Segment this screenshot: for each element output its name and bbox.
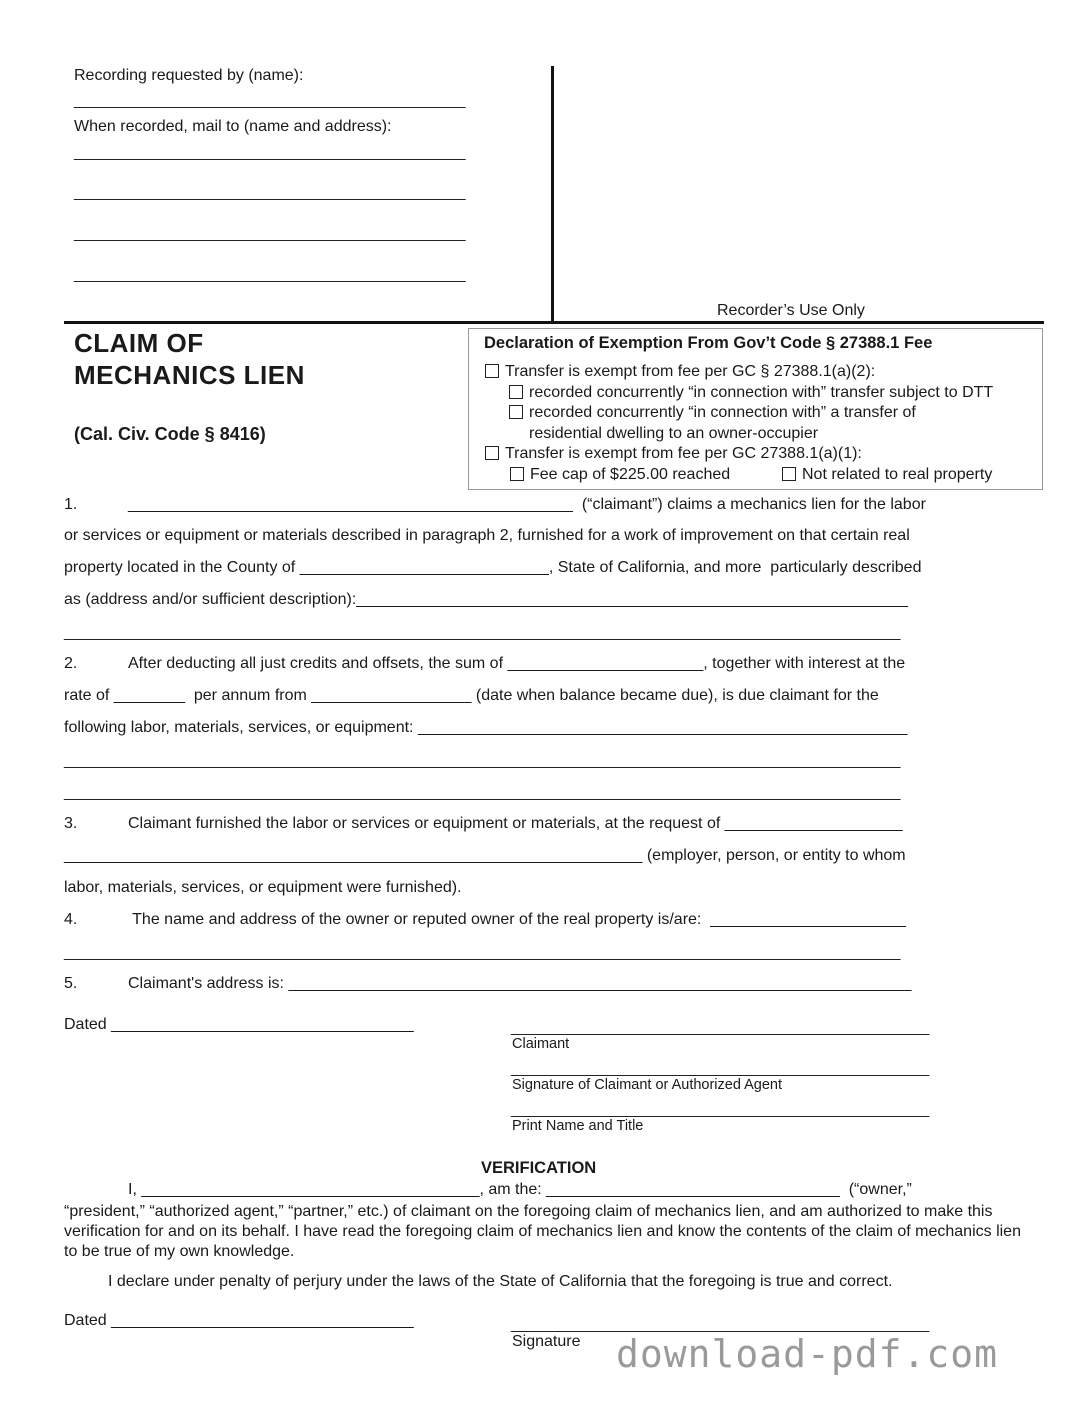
agent-signature-label: Signature of Claimant or Authorized Agent — [512, 1077, 783, 1093]
para2-line1[interactable]: After deducting all just credits and offsets, the sum of ______________________, together with interest at the — [128, 655, 906, 672]
para1-line5[interactable]: ______________________________________________________________________________________________ — [64, 624, 901, 641]
para3-line3: labor, materials, services, or equipment were furnished). — [64, 879, 462, 896]
para2-line2[interactable]: rate of ________ per annum from __________________ (date when balance became due), is due claimant for the — [64, 687, 879, 704]
para1-number: 1. — [64, 496, 78, 513]
print-name-label: Print Name and Title — [512, 1118, 644, 1134]
agent-signature-line[interactable]: _______________________________________________ — [511, 1060, 930, 1077]
verification-heading: VERIFICATION — [481, 1159, 597, 1177]
exemption-option-1-label: Transfer is exempt from fee per GC § 27388.1(a)(2): — [505, 363, 876, 380]
form-code-ref: (Cal. Civ. Code § 8416) — [74, 424, 266, 444]
exemption-option-1a-label: recorded concurrently “in connection with” transfer subject to DTT — [529, 384, 994, 401]
exemption-option-1b-label: recorded concurrently “in connection with” a transfer of — [529, 404, 916, 421]
para1-line1[interactable]: __________________________________________________ (“claimant”) claims a mechanics lien for the labor — [128, 496, 926, 513]
claimant-signature-line[interactable]: _______________________________________________ — [511, 1019, 930, 1036]
exemption-option-1a[interactable] — [509, 384, 993, 402]
exemption-option-2[interactable] — [485, 445, 862, 463]
exemption-option-2a[interactable] — [510, 466, 730, 484]
mail-to-blank-3[interactable]: ____________________________________________ — [74, 225, 466, 242]
dated-field[interactable]: Dated __________________________________ — [64, 1016, 414, 1033]
para2-line3[interactable]: following labor, materials, services, or equipment: _______________________________________________________ — [64, 719, 908, 736]
verification-line1[interactable]: I, ______________________________________, am the: _________________________________ (“owner,” — [128, 1181, 912, 1198]
verification-signature-label: Signature — [512, 1333, 581, 1350]
verification-dated-field[interactable]: Dated __________________________________ — [64, 1312, 414, 1329]
mail-to-blank-1[interactable]: ____________________________________________ — [74, 144, 466, 161]
para2-line5[interactable]: ______________________________________________________________________________________________ — [64, 784, 901, 801]
form-title-line2: MECHANICS LIEN — [74, 360, 305, 390]
mail-to-blank-2[interactable]: ____________________________________________ — [74, 184, 466, 201]
checkbox-icon[interactable] — [509, 385, 523, 399]
recording-requested-label: Recording requested by (name): — [74, 67, 304, 84]
checkbox-icon[interactable] — [485, 364, 499, 378]
para2-line4[interactable]: ______________________________________________________________________________________________ — [64, 752, 901, 769]
exemption-heading: Declaration of Exemption From Gov’t Code § 27388.1 Fee — [484, 334, 933, 352]
para4-line1[interactable]: The name and address of the owner or reputed owner of the real property is/are: ______________________ — [128, 911, 907, 928]
verification-declaration: I declare under penalty of perjury under the laws of the State of California that the foregoing is true and correct. — [108, 1273, 893, 1290]
para5-number: 5. — [64, 975, 78, 992]
checkbox-icon[interactable] — [485, 446, 499, 460]
exemption-option-2b[interactable] — [782, 466, 992, 484]
mail-to-label: When recorded, mail to (name and address): — [74, 118, 392, 135]
recording-requested-blank[interactable]: ____________________________________________ — [74, 92, 466, 109]
watermark: download-pdf.com — [616, 1332, 999, 1376]
para3-number: 3. — [64, 815, 78, 832]
checkbox-icon[interactable] — [509, 405, 523, 419]
para5-line1[interactable]: Claimant's address is: ______________________________________________________________________ — [128, 975, 912, 992]
header-rule — [64, 321, 1044, 324]
para2-number: 2. — [64, 655, 78, 672]
mail-to-blank-4[interactable]: ____________________________________________ — [74, 266, 466, 283]
print-name-line[interactable]: _______________________________________________ — [511, 1101, 930, 1118]
checkbox-icon[interactable] — [510, 467, 524, 481]
verification-body: “president,” “authorized agent,” “partner,” etc.) of claimant on the foregoing claim of mechanics lien, and am authorized to make this verification for and on its behalf. I have read the foregoing claim of mechanics lien and know the contents of the claim of mechanics lien to be true of my own knowledge. — [64, 1203, 1021, 1260]
para1-line2: or services or equipment or materials described in paragraph 2, furnished for a work of improvement on that certain real — [64, 527, 910, 544]
para3-line1[interactable]: Claimant furnished the labor or services or equipment or materials, at the request of ____________________ — [128, 815, 903, 832]
exemption-option-1b[interactable] — [509, 404, 916, 422]
para1-line3[interactable]: property located in the County of ____________________________, State of California, and more particularly described — [64, 559, 922, 576]
para1-line4[interactable]: as (address and/or sufficient description):______________________________________________________________ — [64, 591, 908, 608]
exemption-option-2a-label: Fee cap of $225.00 reached — [530, 466, 731, 483]
verification-signature-line[interactable]: _______________________________________________ — [511, 1316, 930, 1333]
para4-number: 4. — [64, 911, 78, 928]
recorder-divider — [551, 66, 554, 322]
exemption-option-2b-label: Not related to real property — [802, 466, 993, 483]
exemption-option-1[interactable] — [485, 363, 875, 381]
recorders-use-label: Recorder’s Use Only — [717, 302, 865, 319]
claimant-label: Claimant — [512, 1036, 570, 1052]
para3-line2[interactable]: _________________________________________________________________ (employer, person, or entity to whom — [64, 847, 906, 864]
para4-line2[interactable]: ______________________________________________________________________________________________ — [64, 944, 901, 961]
form-title-line1: CLAIM OF — [74, 328, 204, 358]
exemption-option-1b-cont: residential dwelling to an owner-occupier — [529, 425, 819, 442]
checkbox-icon[interactable] — [782, 467, 796, 481]
exemption-option-2-label: Transfer is exempt from fee per GC 27388.1(a)(1): — [505, 445, 862, 462]
